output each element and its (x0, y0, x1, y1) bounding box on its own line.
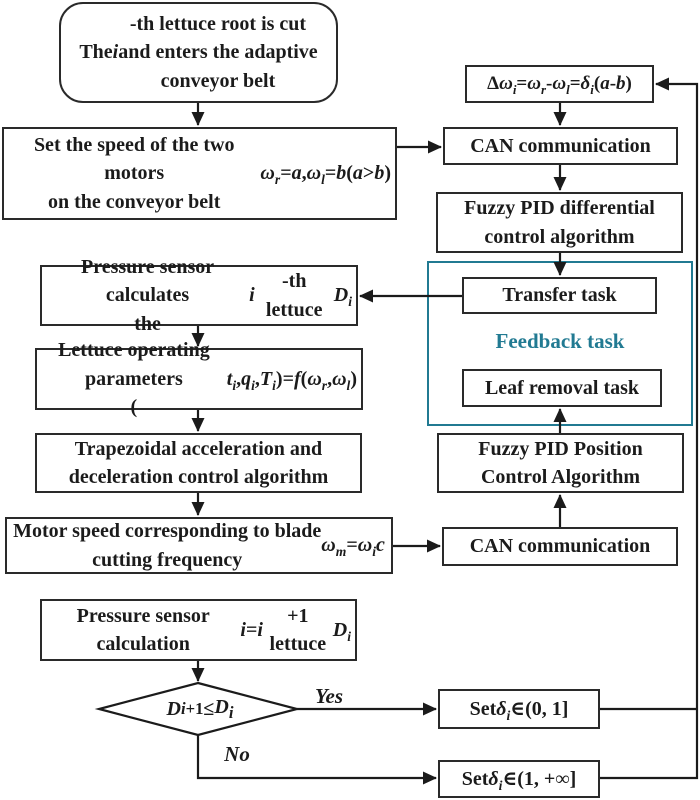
node-pressure-sensor-next: Pressure sensor calculation i = i +1 lettuce $D_i$ (40, 599, 357, 661)
node-transfer-task: Transfer task (462, 277, 657, 314)
node-pressure-sensor-calculates: Pressure sensor calculates the i -th lettuce $D_i$ (40, 265, 358, 326)
decision-condition-text: D i+1 ≤ $D_i$ (166, 695, 234, 722)
yes-branch-label: Yes (315, 684, 343, 708)
node-set-motor-speed: Set the speed of the two motors on the conveyor belt $\omega_r$ = a , $\omega_l$ = b ( a > b ) (2, 127, 397, 220)
node-fuzzy-pid-position: Fuzzy PID Position Control Algorithm (437, 433, 684, 493)
node-can-communication-bottom: CAN communication (442, 527, 678, 566)
node-fuzzy-pid-differential: Fuzzy PID differential control algorithm (436, 192, 683, 253)
node-can-communication-top: CAN communication (443, 127, 678, 165)
feedback-task-group-label: Feedback task (495, 329, 625, 353)
node-set-delta-0-1: Set $\delta_i$ ∈(0, 1] (438, 689, 600, 729)
node-leaf-removal-task: Leaf removal task (462, 369, 662, 407)
node-lettuce-operating-parameters: Lettuce operating parameters ( $t_i$ , $q_i$ , $T_i$ )= f ( $\omega_r$ , $\omega_l$ ) (35, 348, 363, 410)
arrow-feedback-loop-to-delta-omega (600, 84, 697, 778)
node-trapezoidal-control: Trapezoidal acceleration and deceleration control algorithm (35, 433, 362, 493)
node-start-lettuce-root-cut: The i -th lettuce root is cut and enters the adaptive conveyor belt (59, 2, 338, 103)
node-motor-speed-blade-frequency: Motor speed corresponding to blade cutting frequency $\omega_m$ = $\omega_ic$ (5, 517, 393, 574)
no-branch-label: No (224, 742, 250, 766)
node-delta-omega-formula: Δ $\omega_i$ = $\omega_r$ - $\omega_l$ = $\delta_i$ ( a - b ) (465, 65, 654, 103)
node-set-delta-1-inf: Set $\delta_i$ ∈(1, +∞] (438, 760, 600, 798)
